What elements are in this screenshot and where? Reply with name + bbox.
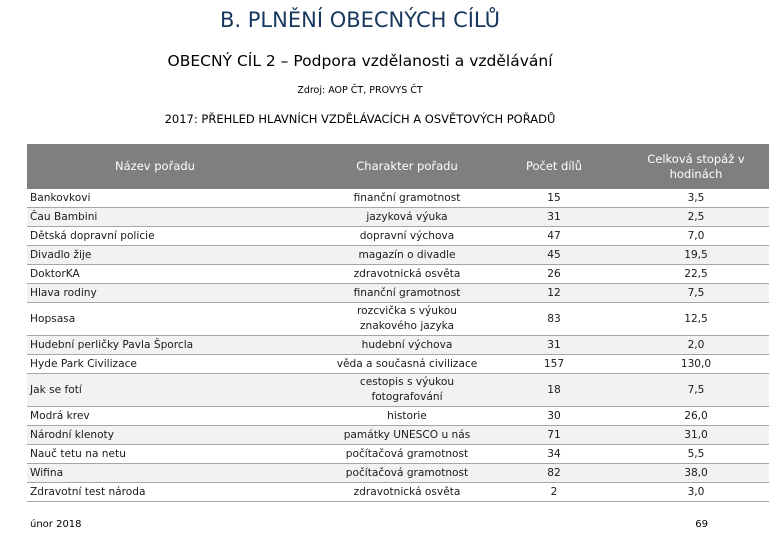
table-row: [27, 265, 769, 284]
program-episodes: 15: [485, 189, 623, 208]
program-episodes: 18: [485, 374, 623, 407]
program-hours: 2,5: [623, 208, 769, 227]
program-episodes: 12: [485, 284, 623, 303]
table-row: [27, 464, 769, 483]
program-type: cestopis s výukou fotografování: [329, 374, 485, 407]
program-type: hudební výchova: [329, 336, 485, 355]
programs-table: [27, 144, 769, 502]
program-type: zdravotnická osvěta: [329, 265, 485, 284]
footer-date: únor 2018: [30, 519, 82, 530]
program-episodes: 31: [485, 336, 623, 355]
program-name: Hyde Park Civilizace: [27, 355, 329, 374]
program-episodes: 2: [485, 483, 623, 502]
column-header-name: Název pořadu: [27, 144, 329, 189]
table-row: [27, 227, 769, 246]
program-hours: 22,5: [623, 265, 769, 284]
program-episodes: 26: [485, 265, 623, 284]
program-hours: 7,0: [623, 227, 769, 246]
program-name: Jak se fotí: [27, 374, 329, 407]
table-row: [27, 284, 769, 303]
program-episodes: 83: [485, 303, 623, 336]
program-hours: 12,5: [623, 303, 769, 336]
column-header-type: Charakter pořadu: [329, 144, 485, 189]
program-type: finanční gramotnost: [329, 189, 485, 208]
program-episodes: 30: [485, 407, 623, 426]
program-hours: 7,5: [623, 284, 769, 303]
program-episodes: 157: [485, 355, 623, 374]
program-type: historie: [329, 407, 485, 426]
program-episodes: 45: [485, 246, 623, 265]
program-type: počítačová gramotnost: [329, 464, 485, 483]
program-hours: 7,5: [623, 374, 769, 407]
program-name: Wifina: [27, 464, 329, 483]
table-row: [27, 303, 769, 336]
program-name: Nauč tetu na netu: [27, 445, 329, 464]
program-hours: 19,5: [623, 246, 769, 265]
table-title: 2017: PŘEHLED HLAVNÍCH VZDĚLÁVACÍCH A OSVĚTOVÝCH POŘADŮ: [164, 112, 556, 126]
program-type: počítačová gramotnost: [329, 445, 485, 464]
program-hours: 31,0: [623, 426, 769, 445]
table-header-row: [27, 144, 769, 189]
program-name: Čau Bambini: [27, 208, 329, 227]
program-type: památky UNESCO u nás: [329, 426, 485, 445]
table-row: [27, 483, 769, 502]
table-row: [27, 246, 769, 265]
table-row: [27, 407, 769, 426]
table-row: [27, 189, 769, 208]
program-name: Hlava rodiny: [27, 284, 329, 303]
source-note: Zdroj: AOP ČT, PROVYS ČT: [297, 85, 423, 96]
program-name: Bankovkovi: [27, 189, 329, 208]
program-name: Zdravotní test národa: [27, 483, 329, 502]
table-body: [27, 189, 769, 502]
table-row: [27, 336, 769, 355]
table-row: [27, 208, 769, 227]
table-row: [27, 426, 769, 445]
page-subtitle: OBECNÝ CÍL 2 – Podpora vzdělanosti a vzdělávání: [167, 52, 553, 70]
page-number: 69: [695, 519, 708, 530]
program-type: rozcvička s výukou znakového jazyka: [329, 303, 485, 336]
program-episodes: 47: [485, 227, 623, 246]
program-type: finanční gramotnost: [329, 284, 485, 303]
program-name: DoktorKA: [27, 265, 329, 284]
program-episodes: 31: [485, 208, 623, 227]
program-episodes: 71: [485, 426, 623, 445]
program-type: jazyková výuka: [329, 208, 485, 227]
program-hours: 38,0: [623, 464, 769, 483]
program-episodes: 34: [485, 445, 623, 464]
program-type: magazín o divadle: [329, 246, 485, 265]
program-name: Dětská dopravní policie: [27, 227, 329, 246]
table-row: [27, 374, 769, 407]
program-hours: 3,0: [623, 483, 769, 502]
program-episodes: 82: [485, 464, 623, 483]
table-row: [27, 445, 769, 464]
program-name: Hopsasa: [27, 303, 329, 336]
table-row: [27, 355, 769, 374]
program-name: Národní klenoty: [27, 426, 329, 445]
program-name: Hudební perličky Pavla Šporcla: [27, 336, 329, 355]
column-header-episodes: Počet dílů: [485, 144, 623, 189]
column-header-hours: Celková stopáž v hodinách: [623, 144, 769, 189]
program-hours: 2,0: [623, 336, 769, 355]
page-title: B. PLNĚNÍ OBECNÝCH CÍLŮ: [220, 8, 500, 32]
program-name: Divadlo žije: [27, 246, 329, 265]
program-hours: 26,0: [623, 407, 769, 426]
program-type: zdravotnická osvěta: [329, 483, 485, 502]
program-name: Modrá krev: [27, 407, 329, 426]
program-type: věda a současná civilizace: [329, 355, 485, 374]
program-hours: 130,0: [623, 355, 769, 374]
program-hours: 3,5: [623, 189, 769, 208]
program-type: dopravní výchova: [329, 227, 485, 246]
program-hours: 5,5: [623, 445, 769, 464]
